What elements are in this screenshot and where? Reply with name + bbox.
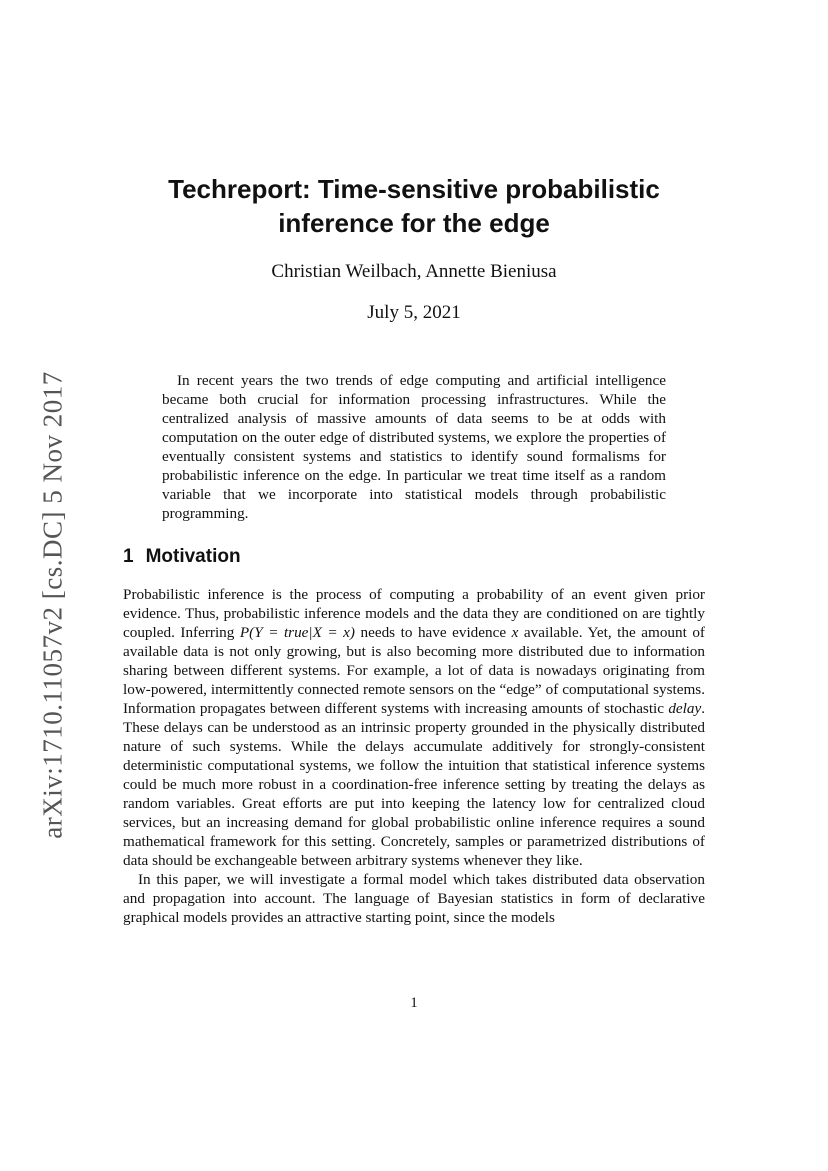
authors: Christian Weilbach, Annette Bieniusa xyxy=(271,261,557,282)
section-title: Motivation xyxy=(145,546,241,567)
paragraph-2: In this paper, we will investigate a formal model which takes distributed data observation and propagation into account. The language of Bayesian statistics in form of declarative graphical models provides an attractive starting point, since the models xyxy=(123,871,705,926)
inline-variable: x xyxy=(511,624,519,641)
arxiv-identifier: arXiv:1710.11057v2 [cs.DC] 5 Nov 2017 xyxy=(37,371,68,839)
paragraph-1-part-1: Probabilistic inference is the process of computing a probability of an event given prior evidence. Thus, probabilistic inference models and the data they are conditioned on are tightly coupled. Inferring xyxy=(123,586,705,641)
paragraph-1-part-3: available. Yet, the amount of available data is not only growing, but is also becoming more distributed due to information sharing between different systems. For example, a lot of data is nowadays originating from low-powered, intermittently connected remote sensors on the “edge” of computational systems. Information propagates between different systems with increasing amounts of stochastic xyxy=(123,624,705,717)
section-heading xyxy=(123,546,241,568)
paragraph-1 xyxy=(123,585,705,870)
emphasis-delay: delay xyxy=(668,700,702,717)
title-line-2: inference for the edge xyxy=(278,208,550,238)
section-number: 1 xyxy=(123,546,134,567)
paper-title xyxy=(120,172,708,240)
paragraph-1-part-4: . These delays can be understood as an intrinsic property grounded in the physically distributed nature of such systems. While the delays accumulate additively for strongly-consistent deterministic computational systems, we follow the intuition that statistical inference systems could be much more robust in a coordination-free inference setting by treating the delays as random variables. Great efforts are put into keeping the latency low for centralized cloud services, but an increasing demand for global probabilistic online inference requires a sound mathematical framework for this setting. Concretely, samples or parametrized distributions of data should be exchangeable between arbitrary systems whenever they like. xyxy=(123,700,705,869)
page-number: 1 xyxy=(410,995,418,1011)
paragraph-1-part-2: needs to have evidence xyxy=(354,624,512,641)
title-line-1: Techreport: Time-sensitive probabilistic xyxy=(168,174,660,204)
date: July 5, 2021 xyxy=(367,302,461,323)
body-text xyxy=(123,585,705,927)
abstract: In recent years the two trends of edge computing and artificial intelligence became both crucial for information processing infrastructures. While the centralized analysis of massive amounts of data seems to be at odds with computation on the outer edge of distributed systems, we explore the properties of eventually consistent systems and statistics to identify sound formalisms for probabilistic inference on the edge. In particular we treat time itself as a random variable that we incorporate into statistical models through probabilistic programming. xyxy=(162,372,666,522)
inline-formula: P(Y = true|X = x) xyxy=(239,624,355,641)
